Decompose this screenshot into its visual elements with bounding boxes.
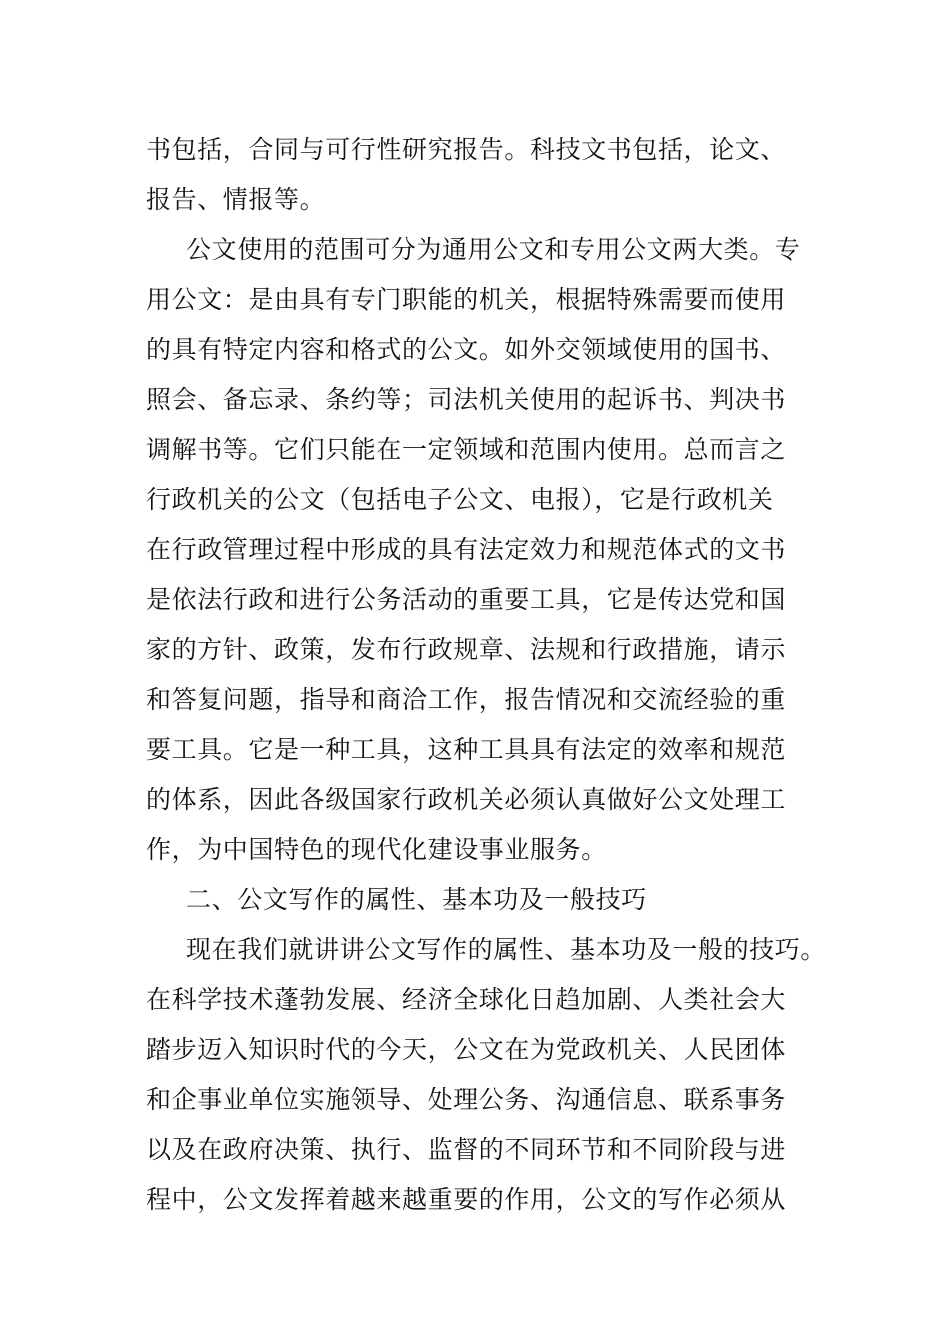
text-line: 行政机关的公文（包括电子公文、电报），它是行政机关 — [146, 485, 774, 514]
text-line: 以及在政府决策、执行、监督的不同环节和不同阶段与进 — [146, 1135, 787, 1164]
section-heading: 二、公文写作的属性、基本功及一般技巧 — [186, 885, 647, 914]
text-line: 用公文：是由具有专门职能的机关，根据特殊需要而使用 — [146, 285, 787, 314]
text-line: 要工具。它是一种工具，这种工具具有法定的效率和规范 — [146, 735, 787, 764]
text-line: 报告、情报等。 — [146, 185, 326, 214]
paragraph-start: 公文使用的范围可分为通用公文和专用公文两大类。专 — [186, 235, 801, 264]
text-line: 在行政管理过程中形成的具有法定效力和规范体式的文书 — [146, 535, 787, 564]
text-line: 和答复问题，指导和商洽工作，报告情况和交流经验的重 — [146, 685, 787, 714]
text-line: 书包括，合同与可行性研究报告。科技文书包括，论文、 — [146, 135, 787, 164]
paragraph-start: 现在我们就讲讲公文写作的属性、基本功及一般的技巧。 — [186, 935, 827, 964]
text-line: 调解书等。它们只能在一定领域和范围内使用。总而言之 — [146, 435, 787, 464]
text-line: 的具有特定内容和格式的公文。如外交领域使用的国书、 — [146, 335, 787, 364]
text-line: 程中，公文发挥着越来越重要的作用，公文的写作必须从 — [146, 1185, 787, 1214]
text-line: 作，为中国特色的现代化建设事业服务。 — [146, 835, 607, 864]
text-line: 和企事业单位实施领导、处理公务、沟通信息、联系事务 — [146, 1085, 787, 1114]
text-line: 家的方针、政策，发布行政规章、法规和行政措施，请示 — [146, 635, 787, 664]
text-line: 踏步迈入知识时代的今天，公文在为党政机关、人民团体 — [146, 1035, 787, 1064]
text-line: 照会、备忘录、条约等；司法机关使用的起诉书、判决书 — [146, 385, 787, 414]
text-line: 的体系，因此各级国家行政机关必须认真做好公文处理工 — [146, 785, 787, 814]
text-line: 在科学技术蓬勃发展、经济全球化日趋加剧、人类社会大 — [146, 985, 787, 1014]
text-line: 是依法行政和进行公务活动的重要工具，它是传达党和国 — [146, 585, 787, 614]
